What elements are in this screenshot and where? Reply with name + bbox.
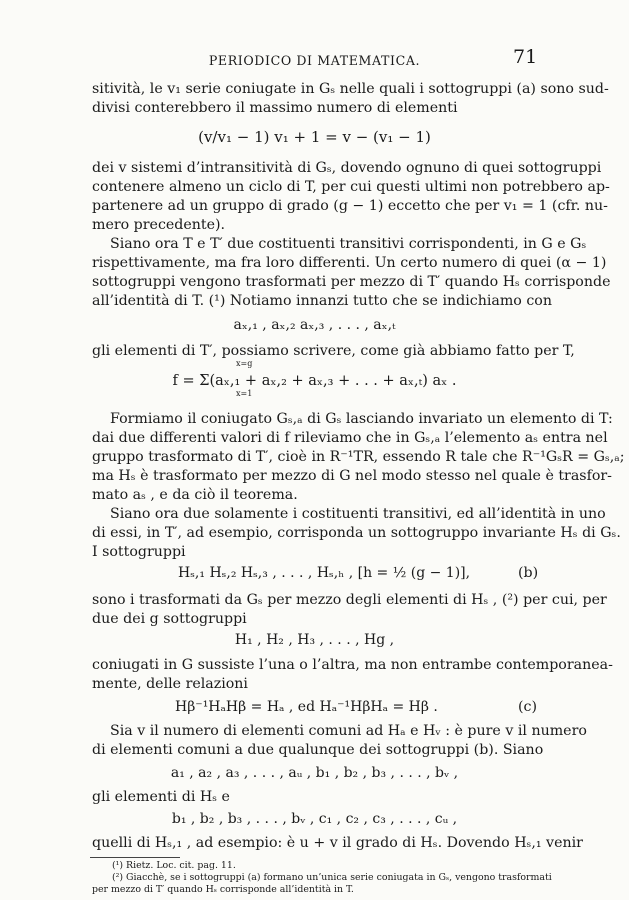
text-line: mato aₛ , e da ciò il teorema. (92, 487, 298, 503)
display-equation: Hβ⁻¹HₐHβ = Hₐ , ed Hₐ⁻¹HβHₐ = Hβ . (175, 699, 438, 715)
display-equation: f = Σ(aₓ,₁ + aₓ,₂ + aₓ,₃ + . . . + aₓ,ₜ) aₓ . (172, 373, 457, 389)
paragraph-first-line: Siano ora due solamente i costituenti transitivi, ed all’identità in uno (110, 506, 606, 522)
text-line: dei v sistemi d’intransitività di Gₛ, dovendo ognuno di quei sottogruppi (92, 160, 602, 176)
text-line: mente, delle relazioni (92, 676, 248, 692)
footnote: (¹) Rietz. Loc. cit. pag. 11. (112, 860, 236, 871)
text-line: quelli di Hₛ,₁ , ad esempio: è u + v il grado di Hₛ. Dovendo Hₛ,₁ venir (92, 835, 583, 851)
page-number: 71 (513, 46, 538, 68)
text-line: gli elementi di Hₛ e (92, 789, 230, 805)
display-equation: a₁ , a₂ , a₃ , . . . , aᵤ , b₁ , b₂ , b₃ , . . . , bᵥ , (170, 765, 459, 781)
text-line: rispettivamente, ma fra loro differenti. Un certo numero di quei (α − 1) (92, 255, 607, 271)
text-line: coniugati in G sussiste l’una o l’altra, ma non entrambe contemporanea- (92, 657, 613, 673)
text-line: gruppo trasformato di T′, cioè in R⁻¹TR, essendo R tale che R⁻¹GₛR = Gₛ,ₐ; (92, 449, 625, 465)
text-line: dai due differenti valori di f rileviamo che in Gₛ,ₐ l’elemento aₛ entra nel (92, 430, 608, 446)
display-equation: Hₛ,₁ Hₛ,₂ Hₛ,₃ , . . . , Hₛ,ₕ , [h = ½ (g − 1)], (178, 565, 471, 581)
display-equation: aₓ,₁ , aₓ,₂ aₓ,₃ , . . . , aₓ,ₜ (233, 317, 396, 333)
text-line: divisi conterebbero il massimo numero di elementi (92, 100, 458, 116)
text-line: partenere ad un gruppo di grado (g − 1) eccetto che per v₁ = 1 (cfr. nu- (92, 198, 608, 214)
paragraph-first-line: Formiamo il coniugato Gₛ,ₐ di Gₛ lasciando invariato un elemento di T: (110, 411, 613, 427)
text-line: sitività, le v₁ serie coniugate in Gₛ nelle quali i sottogruppi (a) sono sud- (92, 81, 609, 97)
footnote: per mezzo di T′ quando Hₛ corrisponde all’identità in T. (92, 884, 354, 895)
display-equation: H₁ , H₂ , H₃ , . . . , Hg , (234, 632, 395, 648)
text-line: contenere almeno un ciclo di T, per cui questi ultimi non potrebbero ap- (92, 179, 610, 195)
running-header: PERIODICO DI MATEMATICA. (208, 53, 421, 68)
text-line: gli elementi di T′, possiamo scrivere, come già abbiamo fatto per T, (92, 343, 575, 359)
sum-upper-limit: x=g (236, 359, 253, 368)
display-equation: (v/v₁ − 1) v₁ + 1 = v − (v₁ − 1) (198, 128, 431, 146)
text-line: sono i trasformati da Gₛ per mezzo degli elementi di Hₛ , (²) per cui, per (92, 592, 607, 608)
text-line: di essi, in T′, ad esempio, corrisponda un sottogruppo invariante Hₛ di Gₛ. (92, 525, 621, 541)
text-line: mero precedente). (92, 217, 226, 233)
text-line: I sottogruppi (92, 544, 186, 560)
equation-tag-b: (b) (518, 565, 539, 581)
text-line: due dei g sottogruppi (92, 611, 247, 627)
equation-tag-c: (c) (518, 699, 538, 715)
footnote: (²) Giacchè, se i sottogruppi (a) formano un’unica serie coniugata in Gₛ, vengono trasformati (112, 872, 552, 883)
paragraph-first-line: Sia v il numero di elementi comuni ad Hₐ e Hᵥ : è pure v il numero (110, 723, 587, 739)
paragraph-first-line: Siano ora T e T′ due costituenti transitivi corrispondenti, in G e Gₛ (110, 236, 587, 252)
footnote-rule (90, 857, 180, 858)
display-equation: b₁ , b₂ , b₃ , . . . , bᵥ , c₁ , c₂ , c₃ , . . . , cᵤ , (171, 811, 458, 827)
text-line: sottogruppi vengono trasformati per mezzo di T′ quando Hₛ corrisponde (92, 274, 611, 290)
text-line: ma Hₛ è trasformato per mezzo di G nel modo stesso nel quale è trasfor- (92, 468, 612, 484)
text-line: all’identità di T. (¹) Notiamo innanzi tutto che se indichiamo con (92, 293, 552, 309)
sum-lower-limit: x=1 (236, 389, 253, 398)
text-line: di elementi comuni a due qualunque dei sottogruppi (b). Siano (92, 742, 544, 758)
